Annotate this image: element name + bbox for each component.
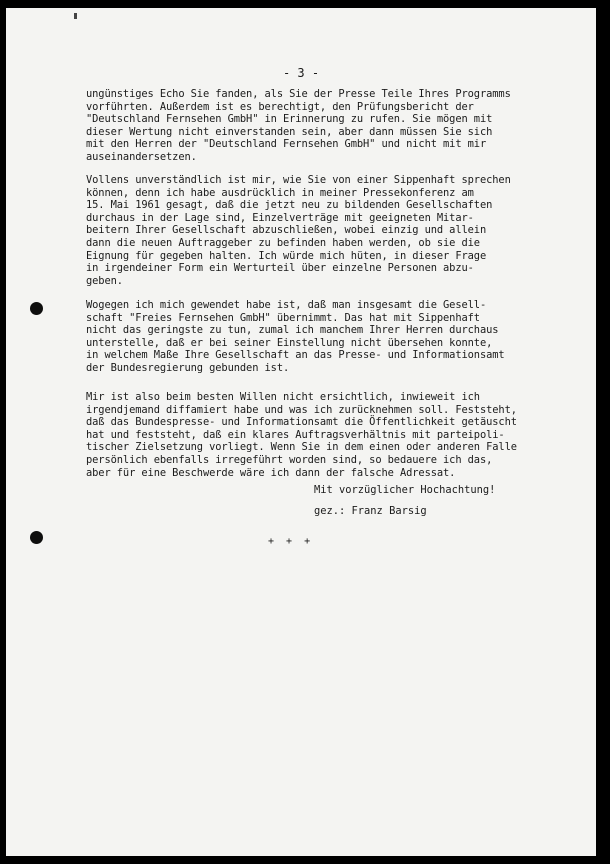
document-page: [6, 8, 596, 856]
closing-salutation: Mit vorzüglicher Hochachtung!: [314, 484, 496, 496]
page-number: - 3 -: [282, 66, 320, 80]
signature: gez.: Franz Barsig: [314, 505, 427, 517]
scan-mark: [74, 13, 77, 19]
punch-hole: [30, 302, 43, 315]
paragraph-3: Wogegen ich mich gewendet habe ist, daß man insgesamt die Gesell- schaft "Freies Fernsehen GmbH" übernimmt. Das hat mit Sippenhaft nicht das geringste zu tun, zumal ich manchem Ihrer Herren durchaus unterstelle, daß er bei seiner Einstellung nicht übersehen konnte, in welchem Maße Ihre Gesellschaft an das Presse- und Informationsamt der Bundesregierung gebunden ist.: [86, 299, 505, 374]
paragraph-4: Mir ist also beim besten Willen nicht ersichtlich, inwieweit ich irgendjemand diffamiert habe und was ich zurücknehmen soll. Feststeht, daß das Bundespresse- und Informationsamt die Öffentlichkeit getäuscht hat und feststeht, daß ein klares Auftragsverhältnis mit parteipoli- tischer Zielsetzung vorliegt. Wenn Sie in dem einen oder anderen Falle persönlich ebenfalls irregeführt worden sind, so bedauere ich das, aber für eine Beschwerde wäre ich dann der falsche Adressat.: [86, 391, 517, 479]
punch-hole: [30, 531, 43, 544]
end-separator: + + +: [268, 536, 314, 547]
paragraph-1: ungünstiges Echo Sie fanden, als Sie der Presse Teile Ihres Programms vorführten. Außerdem ist es berechtigt, den Prüfungsbericht der "Deutschland Fernsehen GmbH" in Erinnerung zu rufen. Sie mögen mit dieser Wertung nicht einverstanden sein, aber dann müssen Sie sich mit den Herren der "Deutschland Fernsehen GmbH" und nicht mit mir auseinandersetzen.: [86, 88, 511, 163]
paragraph-2: Vollens unverständlich ist mir, wie Sie von einer Sippenhaft sprechen können, denn ich habe ausdrücklich in meiner Pressekonferenz am 15. Mai 1961 gesagt, daß die jetzt neu zu bildenden Gesellschaften durchaus in der Lage sind, Einzelverträge mit geeigneten Mitar- beitern Ihrer Gesellschaft abzuschließen, wobei einzig und allein dann die neuen Auftraggeber zu befinden haben werden, ob sie die Eignung für gegeben halten. Ich würde mich hüten, in dieser Frage in irgendeiner Form ein Werturteil über einzelne Personen abzu- geben.: [86, 174, 511, 287]
